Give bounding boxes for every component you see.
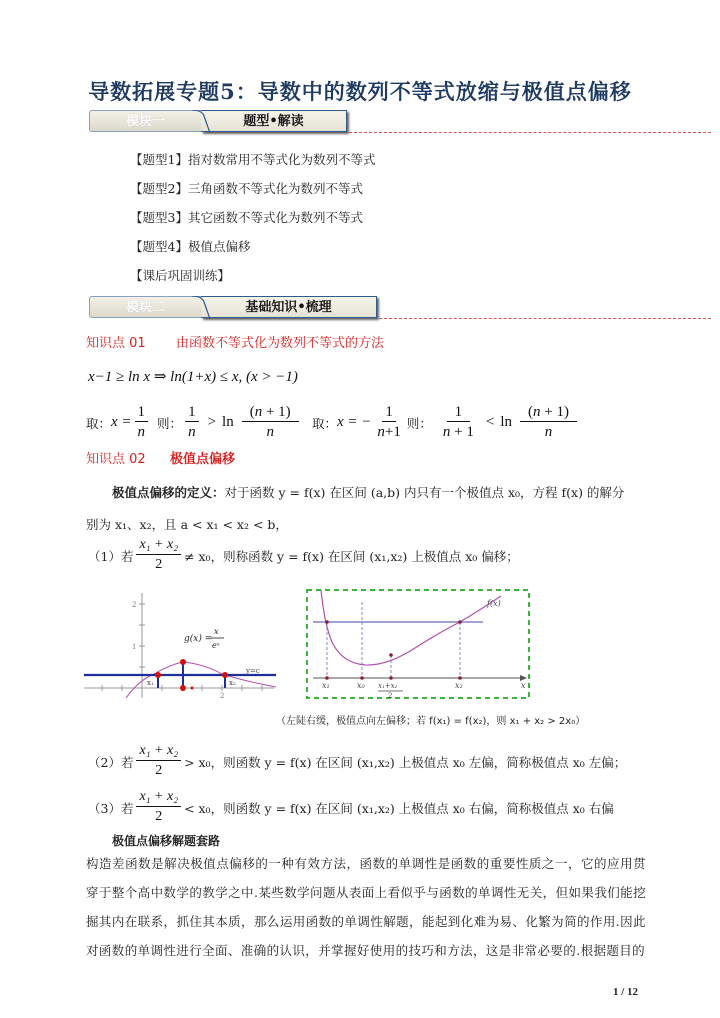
label-y-c: y=c xyxy=(246,667,260,675)
point-x2 xyxy=(222,672,228,678)
method-paragraph: 构造差函数是解决极值点偏移的一种有效方法，函数的单调性是函数的重要性质之一，它的应用贯穿于整个高中数学的教学之中.某些数学问题从表面上看似乎与函数的单调性无关，但如果我们能挖掘其内在联系，抓住其本质，那么运用函数的单调性解题，能起到化难为易、化繁为简的作用.因此对函数的单调性进行全面、准确的认识，并掌握好使用的技巧和方法，这是非常必要的.根据题目的 xyxy=(86,856,646,958)
case-3 xyxy=(88,788,614,827)
fraction-x1x2-over-2: $\frac{\text{x₁ + x₂}}{2}$ xyxy=(136,788,181,827)
case-prefix: （3）若 xyxy=(88,800,134,816)
figure-g-x xyxy=(84,588,276,698)
x-tick-2: 2 xyxy=(220,692,225,698)
func-label: g(x) = xyxy=(184,634,213,644)
toc-item-2[interactable]: 【题型2】三角函数不等式化为数列不等式 xyxy=(130,181,363,196)
module-banner-1 xyxy=(89,110,709,134)
fraction-1-over-n: $\frac{1}{n}$ xyxy=(185,403,199,442)
x-equals: x = xyxy=(111,414,132,430)
toc-item-3[interactable]: 【题型3】其它函数不等式化为数列不等式 xyxy=(130,210,363,225)
case-text: > x₀，则函数 y = f(x) 在区间 (x₁,x₂) 上极值点 x₀ 左偏，简称极值点 x₀ 左偏； xyxy=(184,754,627,770)
curve-label: f(x) xyxy=(487,599,501,608)
label-x2: x₂ xyxy=(455,681,463,690)
point-x0 xyxy=(180,685,186,691)
fraction-n1-over-n: $\frac{(n + 1)}{n}$ xyxy=(242,403,299,442)
definition-line-1 xyxy=(112,483,652,501)
take-line-2 xyxy=(312,403,580,442)
then-label: 则： xyxy=(157,415,183,431)
kp2-number: 知识点 02 xyxy=(86,452,146,467)
point-max xyxy=(180,659,186,665)
fraction-1-over-n: $\frac{1}{n}$ xyxy=(135,403,149,442)
fraction-n1-over-n: $\frac{(n + 1)}{n}$ xyxy=(520,403,577,442)
definition-line-2: 别为 x₁、x₂，且 a < x₁ < x₂ < b， xyxy=(86,517,288,532)
axis-label-x: x xyxy=(521,681,526,690)
relation: > xyxy=(207,414,217,430)
take-prefix: 取： xyxy=(86,415,112,431)
fraction-x1x2-over-2: $\frac{\text{x₁ + x₂}}{2}$ xyxy=(136,536,181,575)
curve-f xyxy=(321,590,501,665)
label-x0: x₀ xyxy=(357,681,365,690)
formula-inequality: x−1 ≥ ln x ⇒ ln(1+x) ≤ x, (x > −1) xyxy=(88,369,298,385)
toc-item-1[interactable]: 【题型1】指对数常用不等式化为数列不等式 xyxy=(130,152,376,167)
method-title: 极值点偏移解题套路 xyxy=(112,834,221,848)
take-line-1 xyxy=(86,403,302,442)
module-tab-1: 模块一 xyxy=(89,110,209,132)
relation: < xyxy=(485,414,495,430)
kp1-number: 知识点 01 xyxy=(86,336,146,351)
module-banner-2 xyxy=(89,296,709,320)
tab-divider-icon xyxy=(192,110,214,134)
fraction-1-over-n1: $\frac{1}{n+1}$ xyxy=(377,404,401,440)
module-tab-2: 模块二 xyxy=(89,296,209,318)
fraction-x1x2-over-2: $\frac{\text{x₁ + x₂}}{2}$ xyxy=(136,742,181,781)
take-prefix: 取： xyxy=(312,415,338,431)
label-x2: x₂ xyxy=(229,679,236,687)
figure-caption: （左陡右缓，极值点向左偏移；若 f(x₁) = f(x₂)，则 x₁ + x₂ > 2x₀） xyxy=(276,716,586,727)
definition-text: 对于函数 y = f(x) 在区间 (a,b) 内只有一个极值点 x₀，方程 f(x) 的解分 xyxy=(224,485,625,500)
ln: ln xyxy=(500,414,513,430)
dashed-divider-2 xyxy=(379,318,711,319)
page-number: 1 / 12 xyxy=(612,986,638,998)
ln: ln xyxy=(222,414,234,430)
toc-item-4[interactable]: 【题型4】极值点偏移 xyxy=(130,239,251,254)
then-label: 则： xyxy=(406,415,432,431)
dashed-divider-1 xyxy=(349,132,711,133)
y-tick-2: 2 xyxy=(132,601,137,609)
kp2-title: 极值点偏移 xyxy=(170,452,236,467)
kp1-title: 由函数不等式化为数列不等式的方法 xyxy=(176,336,385,351)
y-tick-1: 1 xyxy=(132,643,137,651)
func-den: eˣ xyxy=(212,641,220,650)
toc-item-5[interactable]: 【课后巩固训练】 xyxy=(130,268,231,283)
x-equals: x = − xyxy=(337,414,372,430)
definition-lead: 极值点偏移的定义： xyxy=(112,485,225,500)
label-x1: x₁ xyxy=(147,679,154,687)
func-num: x xyxy=(214,627,219,636)
label-mid-num: x₁+x₂ xyxy=(378,682,398,690)
point-x1 xyxy=(155,672,161,678)
label-mid-den: 2 xyxy=(388,692,393,700)
page-title: 导数拓展专题5：导数中的数列不等式放缩与极值点偏移 xyxy=(88,79,632,104)
case-2 xyxy=(88,742,626,781)
case-text: ≠ x₀，则称函数 y = f(x) 在区间 (x₁,x₂) 上极值点 x₀ 偏移； xyxy=(184,548,519,564)
case-1 xyxy=(88,536,519,575)
case-prefix: （2）若 xyxy=(88,754,134,770)
fraction-1-over-n1: $\frac{1}{n + 1}$ xyxy=(442,404,474,440)
label-x1: x₁ xyxy=(322,681,330,690)
figure-f-x xyxy=(305,588,531,700)
tab-divider-icon xyxy=(192,296,214,320)
case-prefix: （1）若 xyxy=(88,548,134,564)
case-text: < x₀，则函数 y = f(x) 在区间 (x₁,x₂) 上极值点 x₀ 右偏，简称极值点 x₀ 右偏 xyxy=(184,800,614,816)
point-mid xyxy=(191,687,194,690)
module-label-1: 题型•解读 xyxy=(201,110,347,132)
module-label-2: 基础知识•梳理 xyxy=(201,296,377,318)
